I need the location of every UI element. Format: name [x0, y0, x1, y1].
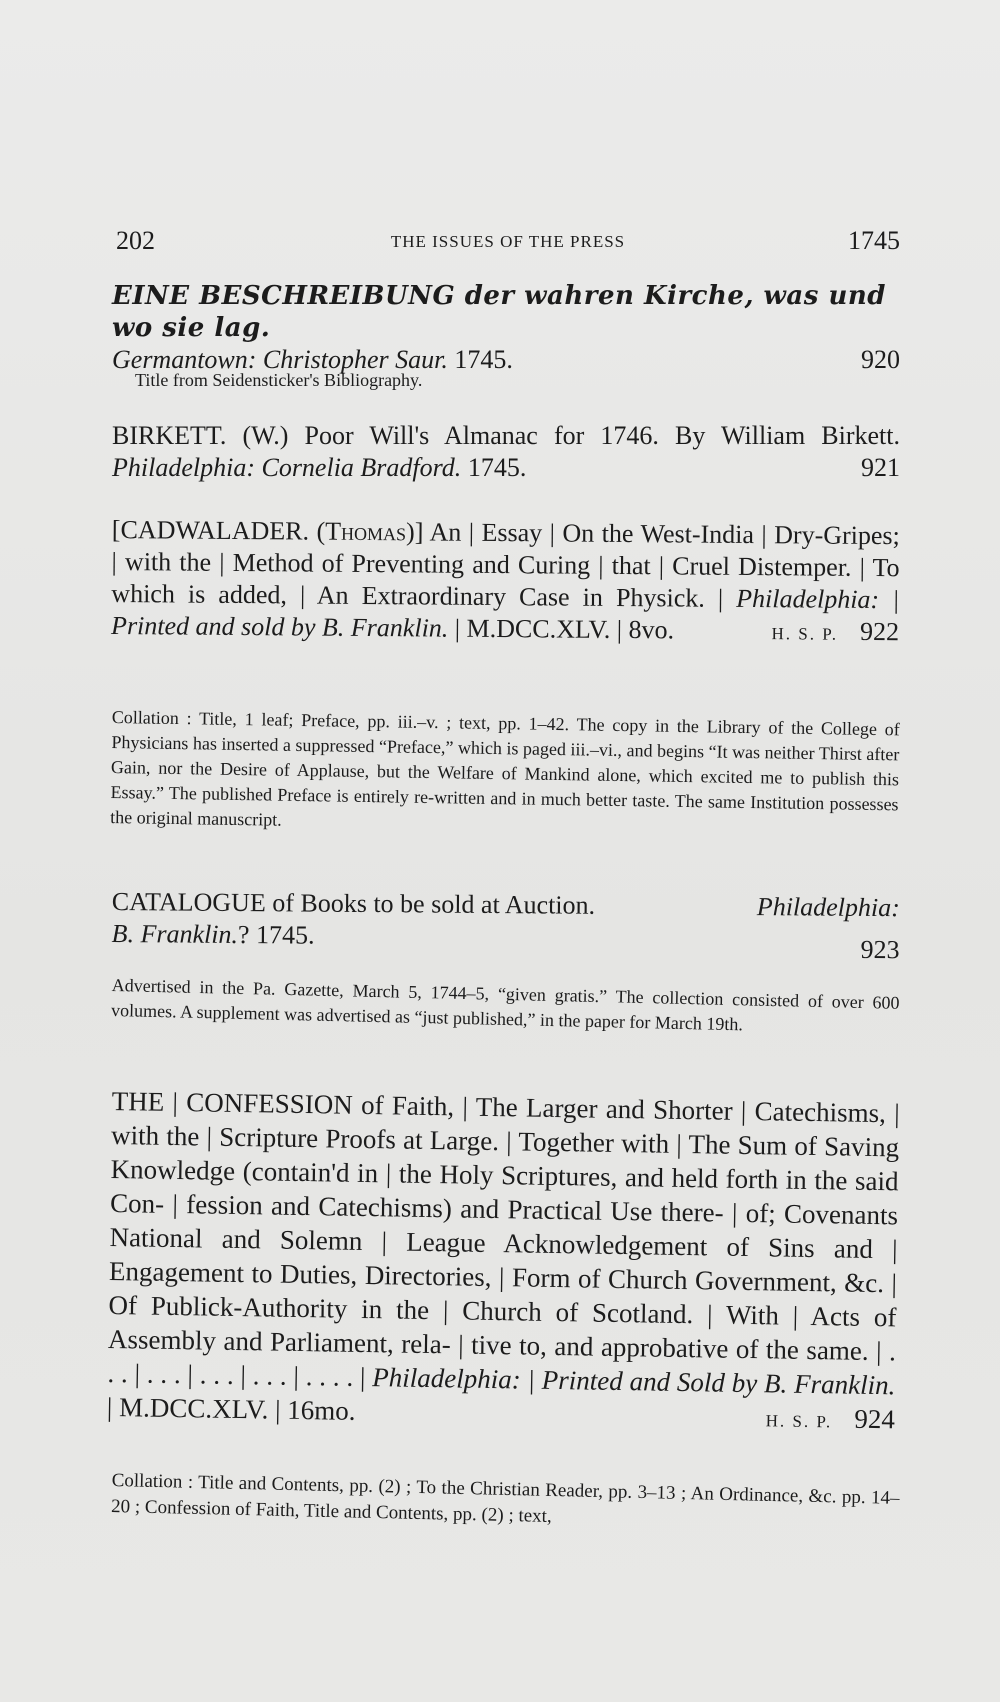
- entry-922-note: Collation : Title, 1 leaf; Preface, pp. iii.–v. ; text, pp. 1–42. The copy in the Library of the College of Physicians has inserted a suppressed “Preface,” which is paged iii.–vi., and begins “It was neither Thirst after Gain, nor the Desire of Applause, but the Welfare of Mankind alone, which excited me to publish this Essay.” The published Preface is entirely re-written and in much better taste. The same Institution possesses the original manuscript.: [110, 706, 900, 830]
- entry-922-imprint: Philadelphia: | Printed and sold by B. Franklin.: [111, 583, 900, 643]
- entry-921-number: 921: [861, 453, 900, 482]
- entry-922-tail: | M.DCC.XLV. | 8vo.: [448, 613, 675, 645]
- entry-920-year: 1745.: [454, 345, 513, 374]
- entry-921-imprint: Philadelphia: Cornelia Bradford.: [112, 453, 462, 482]
- entry-920-note: Title from Seidensticker's Bibliography.: [135, 370, 423, 390]
- entry-924-location: H. S. P.: [765, 1411, 833, 1432]
- entry-923-line2: [111, 918, 900, 965]
- entry-922-author-open: [CADWALADER. (: [111, 514, 326, 546]
- entry-923: [111, 886, 900, 966]
- entry-922-author-name: Thomas: [325, 516, 407, 547]
- entry-923-printer: B. Franklin.: [111, 918, 239, 949]
- entry-924-note: Collation : Title and Contents, pp. (2) ; To the Christian Reader, pp. 3–13 ; An Ordinance, &c. pp. 14–20 ; Confession of Faith, Title and Contents, pp. (2) ; text,: [110, 1469, 900, 1527]
- entry-923-note: Advertised in the Pa. Gazette, March 5, 1744–5, “given gratis.” The collection consisted of over 600 volumes. A supplement was advertised as “just published,” in the paper for March 19th.: [110, 974, 900, 1035]
- entry-920: [112, 280, 900, 376]
- entry-922-right: [771, 615, 899, 651]
- entry-920-title: EINE BESCHREIBUNG der wahren Kirche, was und wo sie lag.: [112, 281, 886, 343]
- entry-924-number: 924: [854, 1403, 896, 1435]
- entry-923-imprint-city: Philadelphia:: [756, 892, 900, 923]
- entry-923-title: CATALOGUE of Books to be sold at Auction.: [111, 886, 596, 920]
- entry-921-title: BIRKETT. (W.) Poor Will's Almanac for 1746. By William Birkett.: [112, 421, 900, 450]
- entry-922-author-close: )]: [405, 517, 424, 547]
- entry-923-number: 923: [860, 934, 900, 965]
- entry-923-year: ? 1745.: [237, 919, 315, 950]
- running-header: [116, 226, 900, 260]
- entry-924-imprint: Philadelphia: | Printed and Sold by B. Franklin.: [372, 1362, 896, 1401]
- entry-921-year: 1745.: [467, 453, 527, 482]
- entry-924-right: [765, 1400, 895, 1440]
- entry-924: [107, 1084, 900, 1440]
- entry-922-location: H. S. P.: [771, 624, 839, 644]
- entry-924-tail: | M.DCC.XLV. | 16mo.: [106, 1391, 356, 1426]
- entry-922: [111, 514, 900, 651]
- entry-921: [112, 420, 900, 484]
- entry-924-title: THE | CONFESSION of Faith, | The Larger and Shorter | Catechisms, | with the | Scripture Proofs at Large. | Together with | The Sum of Saving Knowledge (contain'd in | the Holy Scriptures, and held forth in the said Con- | fession and Catechisms) and Practical Use there- | of; Covenants National and Solemn | League Acknowledgement of Sins and | Engagement to Duties, Directories, | Form of Church Government, &c. | Of Publick-Authority in the | Church of Scotland. | With | Acts of Assembly and Parliament, rela- | tive to, and approbative of the same. | . . . | . . . | . . . | . . . | . . . . |: [107, 1085, 900, 1393]
- page-number: 202: [116, 226, 155, 255]
- entry-920-imprint: Germantown: Christopher Saur.: [112, 345, 448, 374]
- entry-922-title: An | Essay | On the West-India | Dry-Gripes; | with the | Method of Preventing and Curing | that | Cruel Distemper. | To which is added, | An Extraordinary Case in Physick. |: [111, 517, 900, 613]
- entry-922-number: 922: [859, 616, 900, 647]
- entry-920-number: 920: [861, 345, 900, 374]
- running-title: THE ISSUES OF THE PRESS: [390, 232, 626, 251]
- header-year: 1745: [848, 226, 900, 255]
